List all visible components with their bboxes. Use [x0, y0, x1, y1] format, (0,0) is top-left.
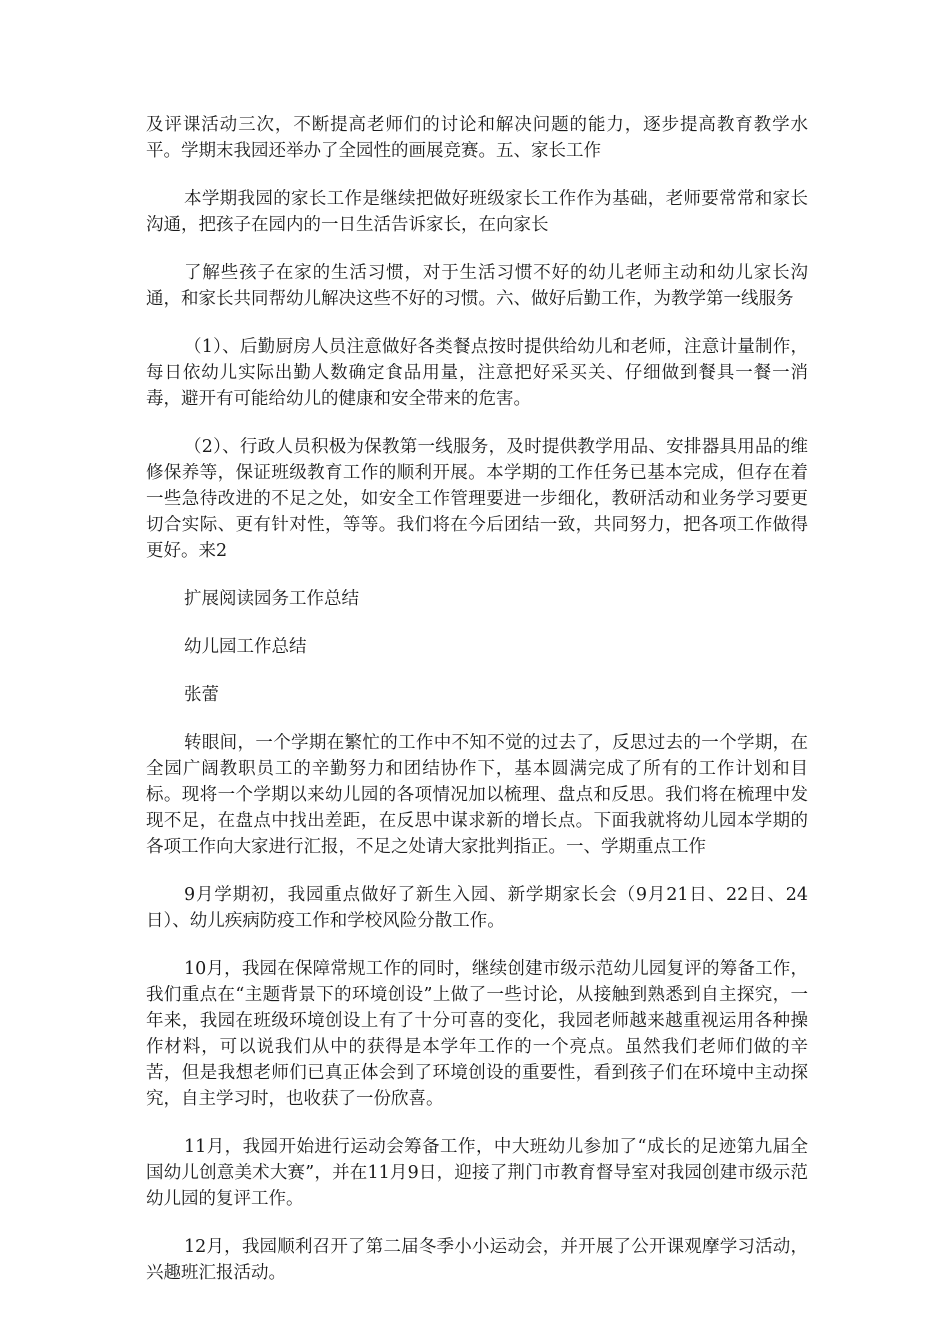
paragraph: 11月，我园开始进行运动会筹备工作，中大班幼儿参加了“成长的足迹第九届全国幼儿创意美术大赛”，并在11月9日，迎接了荆门市教育督导室对我园创建市级示范幼儿园的复评工作。 — [146, 1137, 808, 1209]
paragraph: 本学期我园的家长工作是继续把做好班级家长工作作为基础，老师要常常和家长沟通，把孩子在园内的一日生活告诉家长，在向家长 — [146, 189, 808, 235]
paragraph: 转眼间，一个学期在繁忙的工作中不知不觉的过去了，反思过去的一个学期，在全园广阔教职员工的辛勤努力和团结协作下，基本圆满完成了所有的工作计划和目标。现将一个学期以来幼儿园的各项情况加以梳理、盘点和反思。我们将在梳理中发现不足，在盘点中找出差距，在反思中谋求新的增长点。下面我就将幼儿园本学期的各项工作向大家进行汇报，不足之处请大家批判指正。一、学期重点工作 — [146, 733, 808, 857]
paragraph: 10月，我园在保障常规工作的同时，继续创建市级示范幼儿园复评的筹备工作，我们重点在“主题背景下的环境创设”上做了一些讨论，从接触到熟悉到自主探究，一年来，我园在班级环境创设上有了十分可喜的变化，我园老师越来越重视运用各种操作材料，可以说我们从中的获得是本学年工作的一个亮点。虽然我们老师们做的辛苦，但是我想老师们已真正体会到了环境创设的重要性，看到孩子们在环境中主动探究，自主学习时，也收获了一份欣喜。 — [146, 959, 808, 1109]
paragraph: 12月，我园顺利召开了第二届冬季小小运动会，并开展了公开课观摩学习活动，兴趣班汇报活动。 — [146, 1237, 808, 1283]
paragraph: 了解些孩子在家的生活习惯，对于生活习惯不好的幼儿老师主动和幼儿家长沟通，和家长共同帮幼儿解决这些不好的习惯。六、做好后勤工作，为教学第一线服务 — [146, 263, 808, 309]
author-name: 张蕾 — [184, 685, 219, 705]
paragraph: （2）、行政人员积极为保教第一线服务，及时提供教学用品、安排器具用品的维修保养等，保证班级教育工作的顺利开展。本学期的工作任务已基本完成，但存在着一些急待改进的不足之处，如安全工作管理要进一步细化，教研活动和业务学习要更切合实际、更有针对性，等等。我们将在今后团结一致，共同努力，把各项工作做得更好。来2 — [146, 437, 808, 561]
paragraph: 幼儿园工作总结 — [184, 637, 307, 657]
document-page — [146, 112, 808, 1308]
paragraph: 扩展阅读园务工作总结 — [184, 589, 359, 609]
paragraph: （1）、后勤厨房人员注意做好各类餐点按时提供给幼儿和老师，注意计量制作，每日依幼儿实际出勤人数确定食品用量，注意把好采买关、仔细做到餐具一餐一消毒，避开有可能给幼儿的健康和安全带来的危害。 — [146, 337, 808, 409]
paragraph: 及评课活动三次，不断提高老师们的讨论和解决问题的能力，逐步提高教育教学水平。学期末我园还举办了全园性的画展竞赛。五、家长工作 — [146, 115, 808, 161]
paragraph: 9月学期初，我园重点做好了新生入园、新学期家长会（9月21日、22日、24日）、幼儿疾病防疫工作和学校风险分散工作。 — [146, 885, 808, 931]
